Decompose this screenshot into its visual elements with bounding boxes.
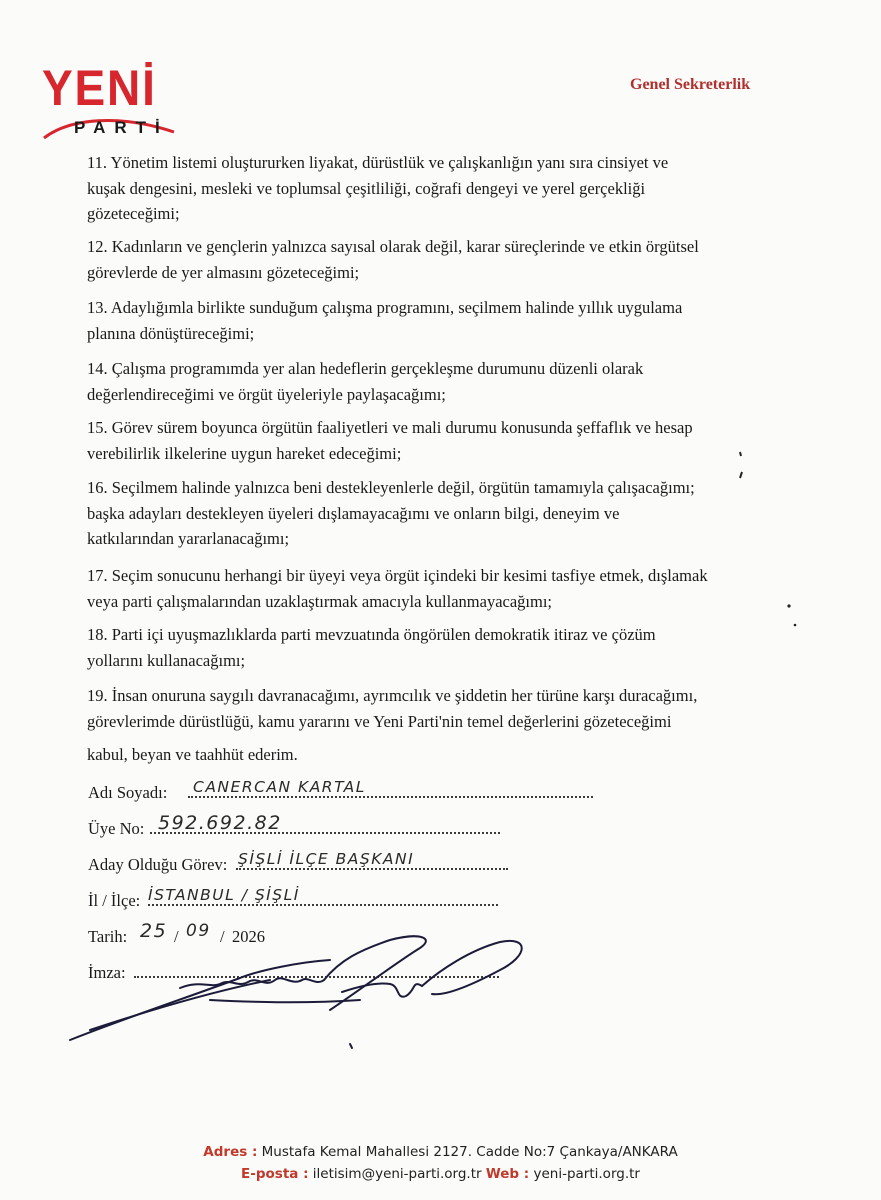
position-value: ŞİŞLİ İLÇE BAŞKANI	[238, 850, 415, 868]
item-line: 13. Adaylığımla birlikte sunduğum çalışma programını, seçilmem halinde yıllık uygulama	[87, 298, 683, 317]
name-value: CANERCAN KARTAL	[193, 778, 366, 796]
item-line: 18. Parti içi uyuşmazlıklarda parti mevzuatında öngörülen demokratik itiraz ve çözüm	[87, 625, 656, 644]
item-line: yollarını kullanacağımı;	[87, 650, 246, 670]
item-line: görevlerde de yer almasını gözeteceğimi;	[87, 262, 360, 282]
item-line: gözeteceğimi;	[87, 204, 180, 223]
item-line: 12. Kadınların ve gençlerin yalnızca sayısal olarak değil, karar süreçlerinde ve etkin örgütsel	[87, 237, 699, 256]
handwritten-signature	[60, 930, 540, 1060]
ink-dot	[792, 622, 798, 628]
logo-subtitle: PARTİ	[74, 118, 169, 137]
city-label: İl / İlçe:	[88, 891, 141, 910]
web-label: Web :	[485, 1166, 530, 1182]
department-heading: Genel Sekreterlik	[630, 76, 751, 93]
footer-address	[0, 1144, 881, 1160]
item-line: planına dönüştüreceğimi;	[87, 323, 255, 343]
item-line: değerlendireceğimi ve örgüt üyeleriyle paylaşacağımı;	[87, 384, 446, 404]
date-month: 09	[186, 921, 211, 941]
footer-contact	[0, 1166, 881, 1182]
party-logo	[40, 62, 180, 142]
commitment-item-17	[87, 563, 777, 614]
date-label: Tarih:	[88, 927, 128, 946]
commitment-item-18	[87, 622, 777, 673]
commitment-item-16	[87, 475, 777, 552]
item-line: başka adayları destekleyen üyeleri dışlamayacağımı ve onların bilgi, deneyim ve	[87, 503, 620, 523]
position-label: Aday Olduğu Görev:	[88, 855, 228, 874]
name-label: Adı Soyadı:	[88, 783, 168, 802]
member-no-value: 592.692.82	[158, 812, 282, 834]
commitment-item-13	[87, 295, 777, 346]
item-line: 15. Görev sürem boyunca örgütün faaliyetleri ve mali durumu konusunda şeffaflık ve hesap	[87, 418, 693, 437]
item-line: katkılarından yararlanacağımı;	[87, 529, 290, 548]
email-label: E-posta :	[241, 1166, 309, 1182]
item-line: 16. Seçilmem halinde yalnızca beni destekleyenlerle değil, örgütün tamamıyla çalışacağımı;	[87, 478, 695, 497]
signature-label: İmza:	[88, 963, 126, 982]
member-no-label: Üye No:	[88, 819, 145, 838]
date-year: 2026	[232, 927, 265, 946]
name-field	[88, 778, 366, 806]
member-no-field	[88, 812, 282, 842]
ink-mark	[735, 448, 747, 488]
logo-wordmark: YENİ	[42, 60, 157, 116]
web-value: yeni-parti.org.tr	[533, 1166, 640, 1182]
item-line: veya parti çalışmalarından uzaklaştırmak amacıyla kullanmayacağımı;	[87, 591, 553, 611]
ink-dot	[786, 603, 792, 609]
item-line: 11. Yönetim listemi oluştururken liyakat, dürüstlük ve çalışkanlığın yanı sıra cinsiyet ve	[87, 153, 669, 172]
item-line: 14. Çalışma programımda yer alan hedeflerin gerçekleşme durumunu düzenli olarak	[87, 359, 644, 378]
position-field	[88, 850, 415, 878]
address-value: Mustafa Kemal Mahallesi 2127. Cadde No:7 Çankaya/ANKARA	[261, 1144, 678, 1160]
commitment-item-12	[87, 234, 777, 285]
date-separator: /	[220, 927, 225, 946]
item-line: verebilirlik ilkelerine uygun hareket edeceğimi;	[87, 443, 402, 463]
commitment-item-14	[87, 356, 777, 407]
item-line: kuşak dengesini, mesleki ve toplumsal çeşitliliği, coğrafi dengeyi ve yerel gerçekliği	[87, 178, 646, 198]
declaration-text: kabul, beyan ve taahhüt ederim.	[87, 745, 298, 764]
email-value: iletisim@yeni-parti.org.tr	[312, 1166, 482, 1182]
commitment-item-15	[87, 415, 777, 466]
address-label: Adres :	[203, 1144, 258, 1160]
date-separator: /	[174, 927, 179, 946]
item-line: 19. İnsan onuruna saygılı davranacağımı, ayrımcılık ve şiddetin her türüne karşı duracağımı,	[87, 686, 698, 705]
city-value: İSTANBUL / ŞİŞLİ	[148, 886, 300, 904]
city-field	[88, 886, 300, 914]
date-day: 25	[140, 920, 168, 942]
commitment-item-11	[87, 150, 777, 227]
item-line: 17. Seçim sonucunu herhangi bir üyeyi veya örgüt içindeki bir kesimi tasfiye etmek, dışlamak	[87, 566, 708, 585]
commitment-item-19	[87, 683, 777, 734]
item-line: görevlerimde dürüstlüğü, kamu yararını ve Yeni Parti'nin temel değerlerini gözeteceğimi	[87, 711, 672, 731]
